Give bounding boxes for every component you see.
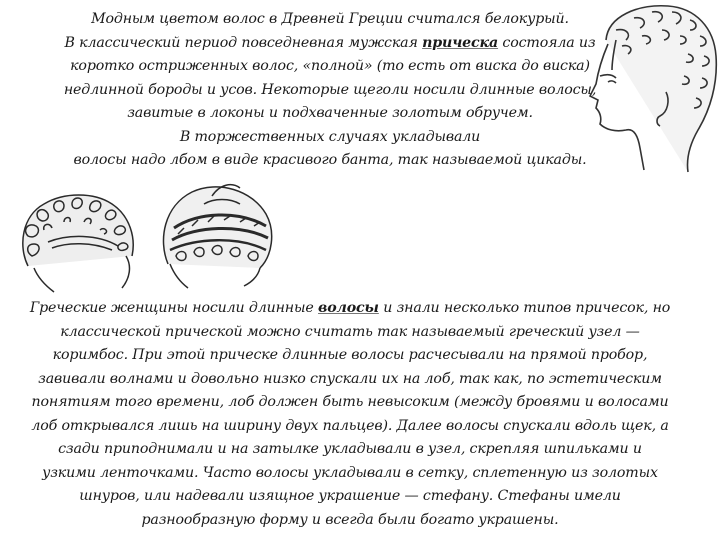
- text-line: коротко остриженных волос, «полной» (то есть от виска до виска): [70, 58, 590, 74]
- text-line: завитые в локоны и подхваченные золотым обручем.: [127, 105, 533, 121]
- text-line: классической прической можно считать так называемый греческий узел —: [60, 323, 640, 340]
- paragraph-men-hairstyles: [40, 8, 620, 173]
- text-line: сзади приподнимали и на затылке укладывали в узел, скрепляя шпильками и: [58, 441, 642, 457]
- female-headband-illustration: [148, 176, 280, 292]
- text-line: недлинной бороды и усов. Некоторые щеголи носили длинные волосы,: [63, 81, 597, 98]
- text-segment: В классический период повседневная мужская: [64, 34, 418, 51]
- text-segment: Греческие женщины носили длинные: [29, 300, 314, 316]
- text-line: шнуров, или надевали изящное украшение — стефану. Стефаны имели: [79, 488, 621, 504]
- text-line: [0, 297, 700, 321]
- text-line: понятиям того времени, лоб должен быть невысоким (между бровями и волосами: [31, 394, 669, 410]
- male-profile-illustration: [586, 0, 720, 175]
- text-segment: и знали несколько типов причесок, но: [383, 300, 671, 316]
- text-line: [40, 32, 620, 56]
- text-line: Модным цветом волос в Древней Греции считался белокурый.: [91, 11, 569, 27]
- paragraph-women-hairstyles: [0, 297, 700, 532]
- text-line: разнообразную форму и всегда были богато украшены.: [141, 511, 559, 528]
- text-segment: состояла из: [502, 34, 596, 51]
- text-line: волосы надо лбом в виде красивого банта, так называемой цикады.: [73, 152, 587, 168]
- text-line: коримбос. При этой прическе длинные волосы расчесывали на прямой пробор,: [52, 347, 648, 363]
- text-line: В торжественных случаях укладывали: [179, 128, 481, 145]
- highlight-word-hair[interactable]: волосы: [318, 300, 379, 316]
- text-line: завивали волнами и довольно низко спускали их на лоб, так как, по эстетическим: [38, 370, 662, 387]
- text-line: узкими ленточками. Часто волосы укладывали в сетку, сплетенную из золотых: [42, 464, 658, 481]
- female-curls-illustration: [8, 186, 148, 296]
- text-line: лоб открывался лишь на ширину двух пальцев). Далее волосы спускали вдоль щек, а: [31, 417, 669, 434]
- highlight-word-hairstyle[interactable]: прическа: [422, 34, 499, 51]
